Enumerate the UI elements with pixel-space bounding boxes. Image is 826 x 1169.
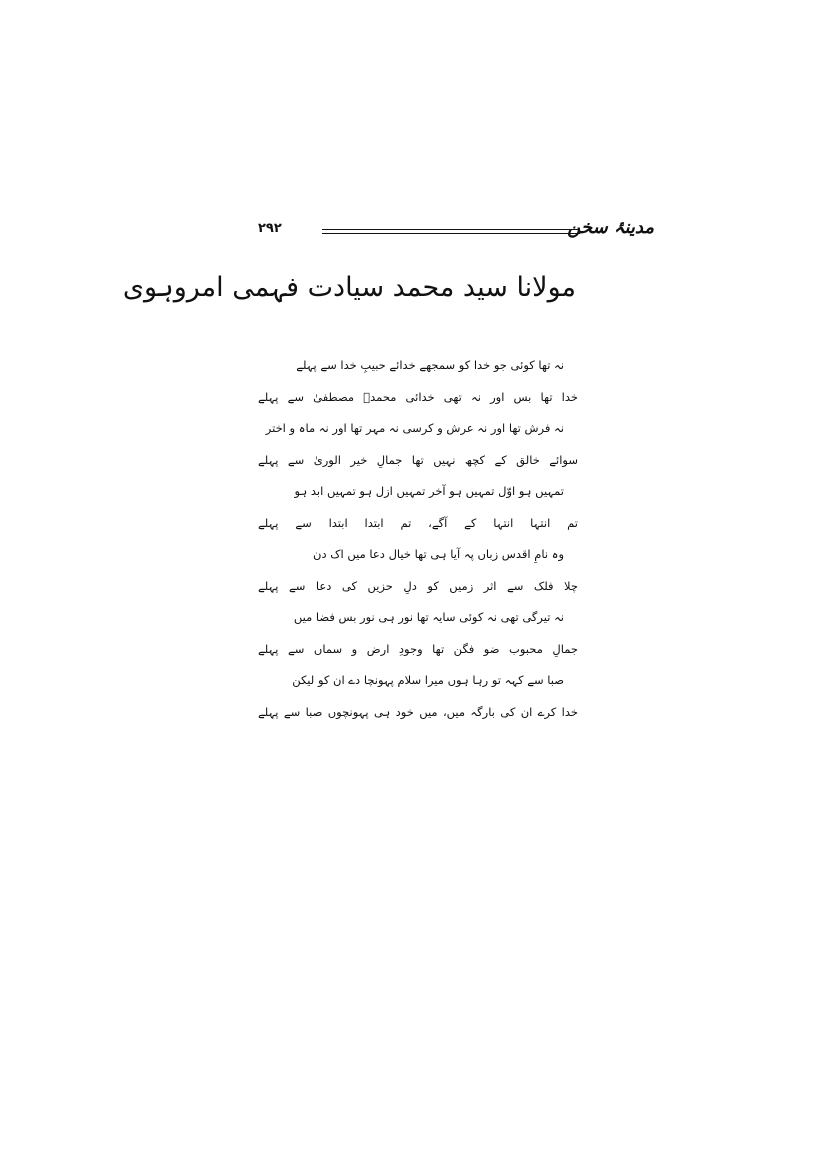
verse-line: جمالِ محبوب ضو فگن تھا وجودِ ارض و سماں سے پہلے	[258, 641, 578, 656]
verse-line: نہ فرش تھا اور نہ عرش و کرسی نہ مہر تھا اور نہ ماہ و اختر	[265, 421, 564, 435]
verse-line: وہ نامِ اقدس زباں پہ آیا ہی تھا خیال دعا میں اک دن	[313, 547, 564, 561]
verse-line: چلا فلک سے اثر زمیں کو دلِ حزیں کی دعا سے پہلے	[258, 578, 578, 593]
verse-line: تم انتہا انتہا کے آگے، تم ابتدا ابتدا سے پہلے	[258, 515, 578, 530]
verse-line: سوائے خالق کے کچھ نہیں تھا جمالِ خیر الوریٰ سے پہلے	[258, 452, 578, 467]
verse-line: تمہیں ہو اوّل تمہیں ہو آخر تمہیں ازل ہو تمہیں ابد ہو	[294, 484, 564, 498]
header-double-rule	[322, 229, 580, 234]
verse-line: نہ تیرگی تھی نہ کوئی سایہ تھا نور ہی نور بس فضا میں	[293, 610, 564, 624]
verse-line: صبا سے کہہ تو رہا ہوں میرا سلام پہونچا دے ان کو لیکن	[292, 673, 564, 687]
running-title: مدینۂ سخن	[567, 217, 654, 238]
page-header	[0, 215, 826, 245]
verse-line: نہ تھا کوئی جو خدا کو سمجھے خدائے حبیبِ خدا سے پہلے	[296, 358, 564, 372]
poem-title: مولانا سید محمد سیادت فہمی امروہوی	[122, 272, 576, 303]
verse-line: خدا تھا بس اور نہ تھی خدائی محمدؐ مصطفیٰ سے پہلے	[258, 389, 578, 404]
page-number: ۲۹۲	[258, 221, 282, 236]
verse-list	[258, 353, 578, 731]
verse-line: خدا کرے ان کی بارگہ میں، میں خود ہی پہونچوں صبا سے پہلے	[258, 704, 578, 719]
